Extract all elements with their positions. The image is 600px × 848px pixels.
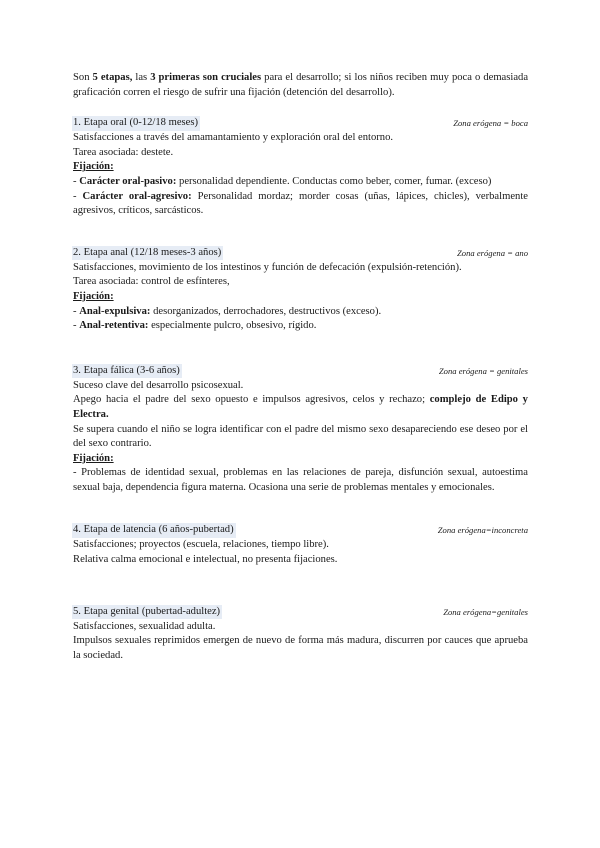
erogenous-zone: Zona erógena = genitales <box>438 365 528 376</box>
section-header <box>73 364 528 379</box>
item-prefix: - <box>73 190 83 202</box>
item-prefix: - <box>73 320 80 332</box>
section-header <box>73 605 528 620</box>
item-bold: Anal-retentiva: <box>79 320 149 332</box>
item-prefix: - <box>73 305 80 317</box>
item-prefix: - <box>73 175 80 187</box>
section-line: Tarea asociada: control de esfínteres, <box>73 276 230 288</box>
erogenous-zone: Zona erógena = ano <box>457 247 528 258</box>
erogenous-zone: Zona erógena=inconcreta <box>437 525 528 536</box>
section-line: Satisfacciones a través del amamantamiento y exploración oral del entorno. <box>73 132 394 144</box>
item-text: desorganizados, derrochadores, destructivos (exceso). <box>150 305 382 317</box>
item-text: especialmente pulcro, obsesivo, rígido. <box>148 320 317 332</box>
section-line: Tarea asociada: destete. <box>73 146 174 158</box>
section-title: 3. Etapa fálica (3-6 años) <box>72 364 182 379</box>
erogenous-zone: Zona erógena = boca <box>453 118 528 129</box>
line-text: Apego hacia el padre del sexo opuesto e impulsos agresivos, celos y rechazo; <box>73 394 430 406</box>
section-oral <box>73 116 528 219</box>
section-title: 5. Etapa genital (pubertad-adultez) <box>72 605 222 620</box>
intro-bold: 5 etapas, <box>92 72 133 83</box>
fixation-item <box>73 319 528 334</box>
section-line: Satisfacciones, sexualidad adulta. <box>73 620 216 632</box>
section-line <box>73 393 528 422</box>
intro-text: las <box>132 72 151 83</box>
section-title: 1. Etapa oral (0-12/18 meses) <box>72 116 200 131</box>
line-bold: complejo de Edipo y Electra. <box>73 394 528 420</box>
document-body <box>73 71 528 663</box>
fixation-heading: Fijación: <box>73 452 114 464</box>
fixation-heading: Fijación: <box>73 290 114 302</box>
item-bold: Anal-expulsiva: <box>79 305 151 317</box>
erogenous-zone: Zona erógena=genitales <box>443 606 528 617</box>
section-line: Suceso clave del desarrollo psicosexual. <box>73 379 244 391</box>
section-latency <box>73 523 528 567</box>
item-text: personalidad dependiente. Conductas como beber, comer, fumar. (exceso) <box>176 175 492 187</box>
section-line: Impulsos sexuales reprimidos emergen de nuevo de forma más madura, discurren por cauces que aprueba la sociedad. <box>73 635 528 661</box>
section-genital <box>73 605 528 664</box>
fixation-item <box>73 190 528 219</box>
section-header <box>73 116 528 131</box>
section-title: 4. Etapa de latencia (6 años-pubertad) <box>72 523 236 538</box>
fixation-heading: Fijación: <box>73 161 114 173</box>
section-line: Se supera cuando el niño se logra identificar con el padre del mismo sexo desapareciendo ese deseo por el del sexo contrario. <box>73 423 528 450</box>
section-header <box>73 246 528 261</box>
section-line: Satisfacciones; proyectos (escuela, relaciones, tiempo libre). <box>73 539 329 551</box>
fixation-item: - Problemas de identidad sexual, problemas en las relaciones de pareja, disfunción sexual, autoestima sexual baja, dependencia figura materna. Ocasiona una serie de problemas mentales y emocionales. <box>73 467 528 493</box>
fixation-item <box>73 175 528 190</box>
section-line: Relativa calma emocional e intelectual, no presenta fijaciones. <box>73 554 338 566</box>
section-anal <box>73 246 528 334</box>
intro-bold: 3 primeras son cruciales <box>150 72 262 83</box>
intro-text: Son <box>73 72 93 83</box>
item-text: Personalidad mordaz; morder cosas (uñas, lápices, chicles), verbalmente agresivos, críticos, sarcásticos. <box>73 190 528 217</box>
fixation-item <box>73 305 528 320</box>
section-header <box>73 523 528 538</box>
item-bold: Carácter oral-pasivo: <box>79 175 177 187</box>
section-line: Satisfacciones, movimiento de los intestinos y función de defecación (expulsión-retención). <box>73 261 462 273</box>
intro-text: para el desarrollo; si los niños reciben muy poca o demasiada graficación corren el riesgo de sufrir una fijación (detención del desarrollo). <box>73 72 529 98</box>
item-bold: Carácter oral-agresivo: <box>82 190 192 202</box>
intro-paragraph <box>73 71 528 100</box>
section-phallic <box>73 364 528 496</box>
section-title: 2. Etapa anal (12/18 meses-3 años) <box>72 246 223 261</box>
